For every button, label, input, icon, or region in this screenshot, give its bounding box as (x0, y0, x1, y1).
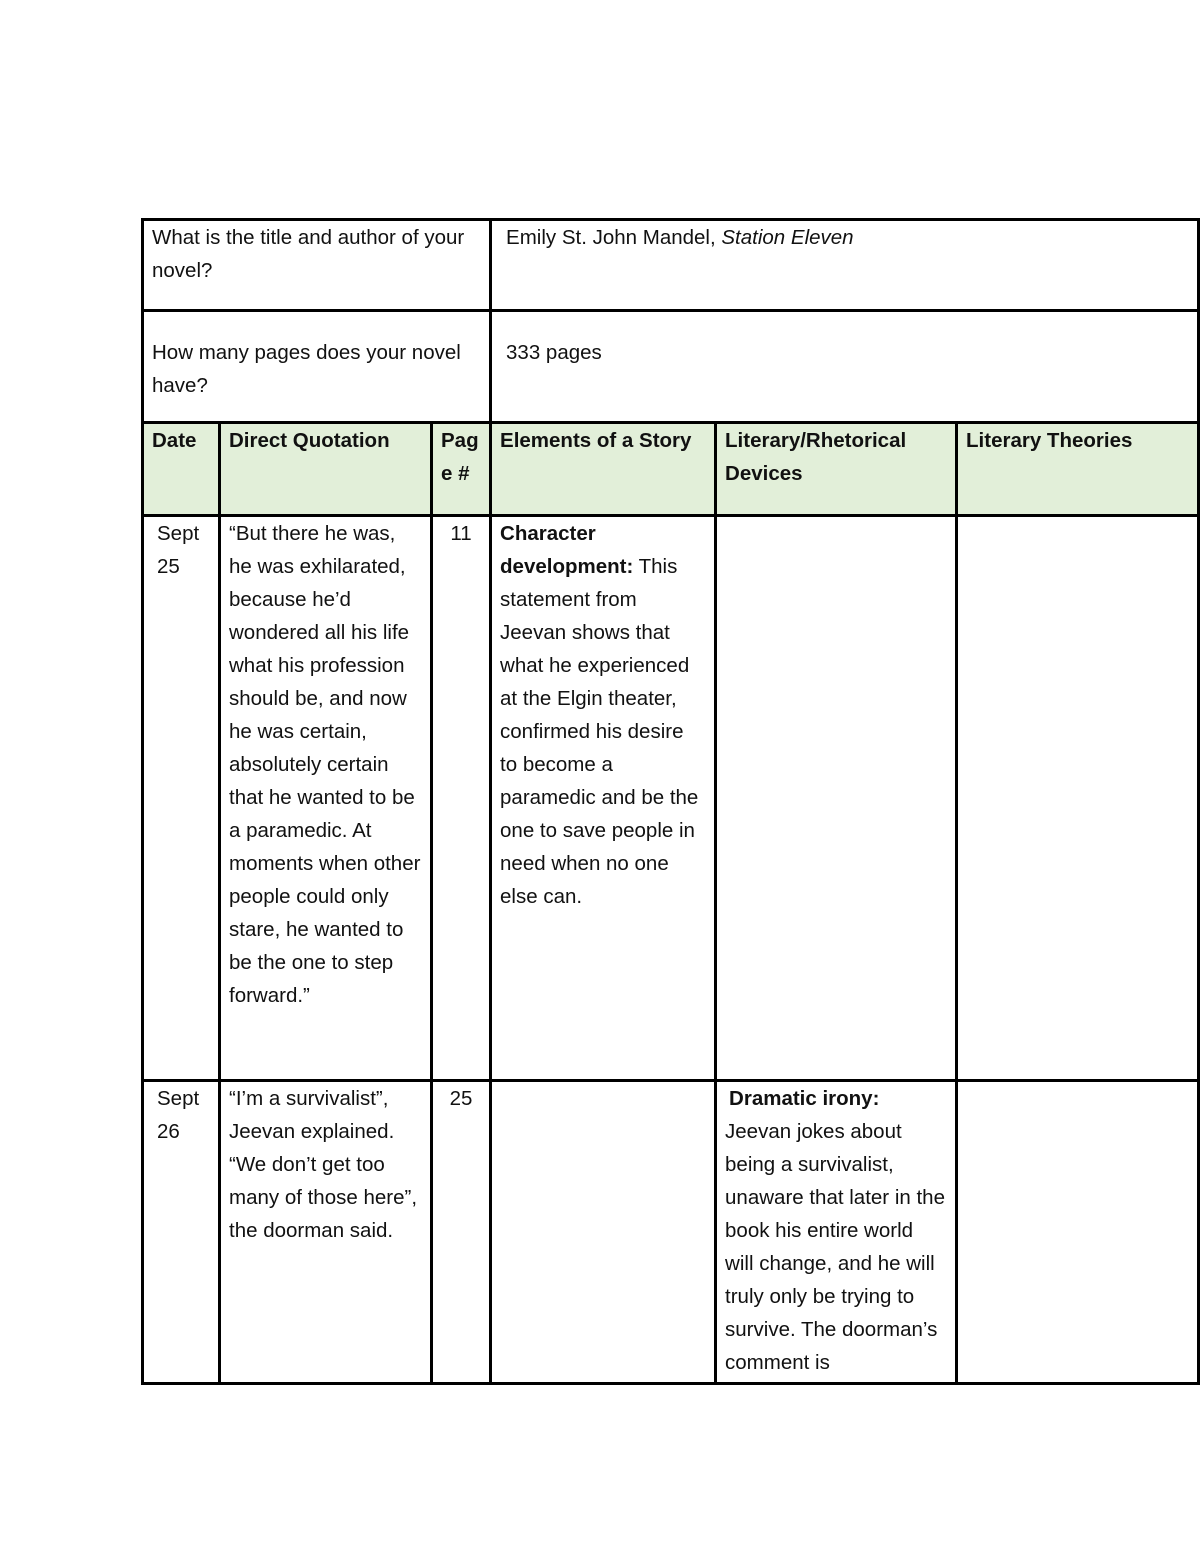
entry-elements (491, 516, 716, 1081)
header-page: Page # (432, 423, 491, 516)
pages-question-cell: How many pages does your novel have? (143, 311, 491, 423)
header-quotation: Direct Quotation (220, 423, 432, 516)
reading-journal-table (141, 218, 1200, 1385)
title-author-row (143, 220, 1199, 311)
page-count-row (143, 311, 1199, 423)
entry-quotation: “But there he was, he was exhilarated, because he’d wondered all his life what his profession should be, and now he was certain, absolutely certain that he wanted to be a paramedic. At moments when other people could only stare, he wanted to be the one to step forward.” (220, 516, 432, 1081)
entry-date: Sept 26 (143, 1081, 220, 1384)
title-answer-cell (491, 220, 1199, 311)
header-date: Date (143, 423, 220, 516)
elements-label: Character development: (500, 522, 634, 578)
pages-answer-cell: 333 pages (491, 311, 1199, 423)
entry-devices (716, 516, 957, 1081)
devices-label: Dramatic irony: (729, 1087, 880, 1110)
title-question-cell: What is the title and author of your novel? (143, 220, 491, 311)
entry-elements (491, 1081, 716, 1384)
header-elements: Elements of a Story (491, 423, 716, 516)
author-name: Emily St. John Mandel, (506, 226, 722, 249)
entry-page: 11 (432, 516, 491, 1081)
entry-theories (957, 1081, 1199, 1384)
entry-date: Sept 25 (143, 516, 220, 1081)
table-row (143, 516, 1199, 1081)
novel-title: Station Eleven (721, 226, 854, 249)
table-row (143, 1081, 1199, 1384)
column-header-row (143, 423, 1199, 516)
entry-theories (957, 516, 1199, 1081)
devices-text: Jeevan jokes about being a survivalist, unaware that later in the book his entire world will change, and he will truly only be trying to survive. The doorman’s comment is (725, 1120, 945, 1374)
header-theories: Literary Theories (957, 423, 1199, 516)
elements-text: This statement from Jeevan shows that what he experienced at the Elgin theater, confirmed his desire to become a paramedic and be the one to save people in need when no one else can. (500, 555, 699, 908)
header-devices: Literary/Rhetorical Devices (716, 423, 957, 516)
entry-devices (716, 1081, 957, 1384)
entry-page: 25 (432, 1081, 491, 1384)
entry-quotation: “I’m a survivalist”, Jeevan explained. “We don’t get too many of those here”, the doorman said. (220, 1081, 432, 1384)
